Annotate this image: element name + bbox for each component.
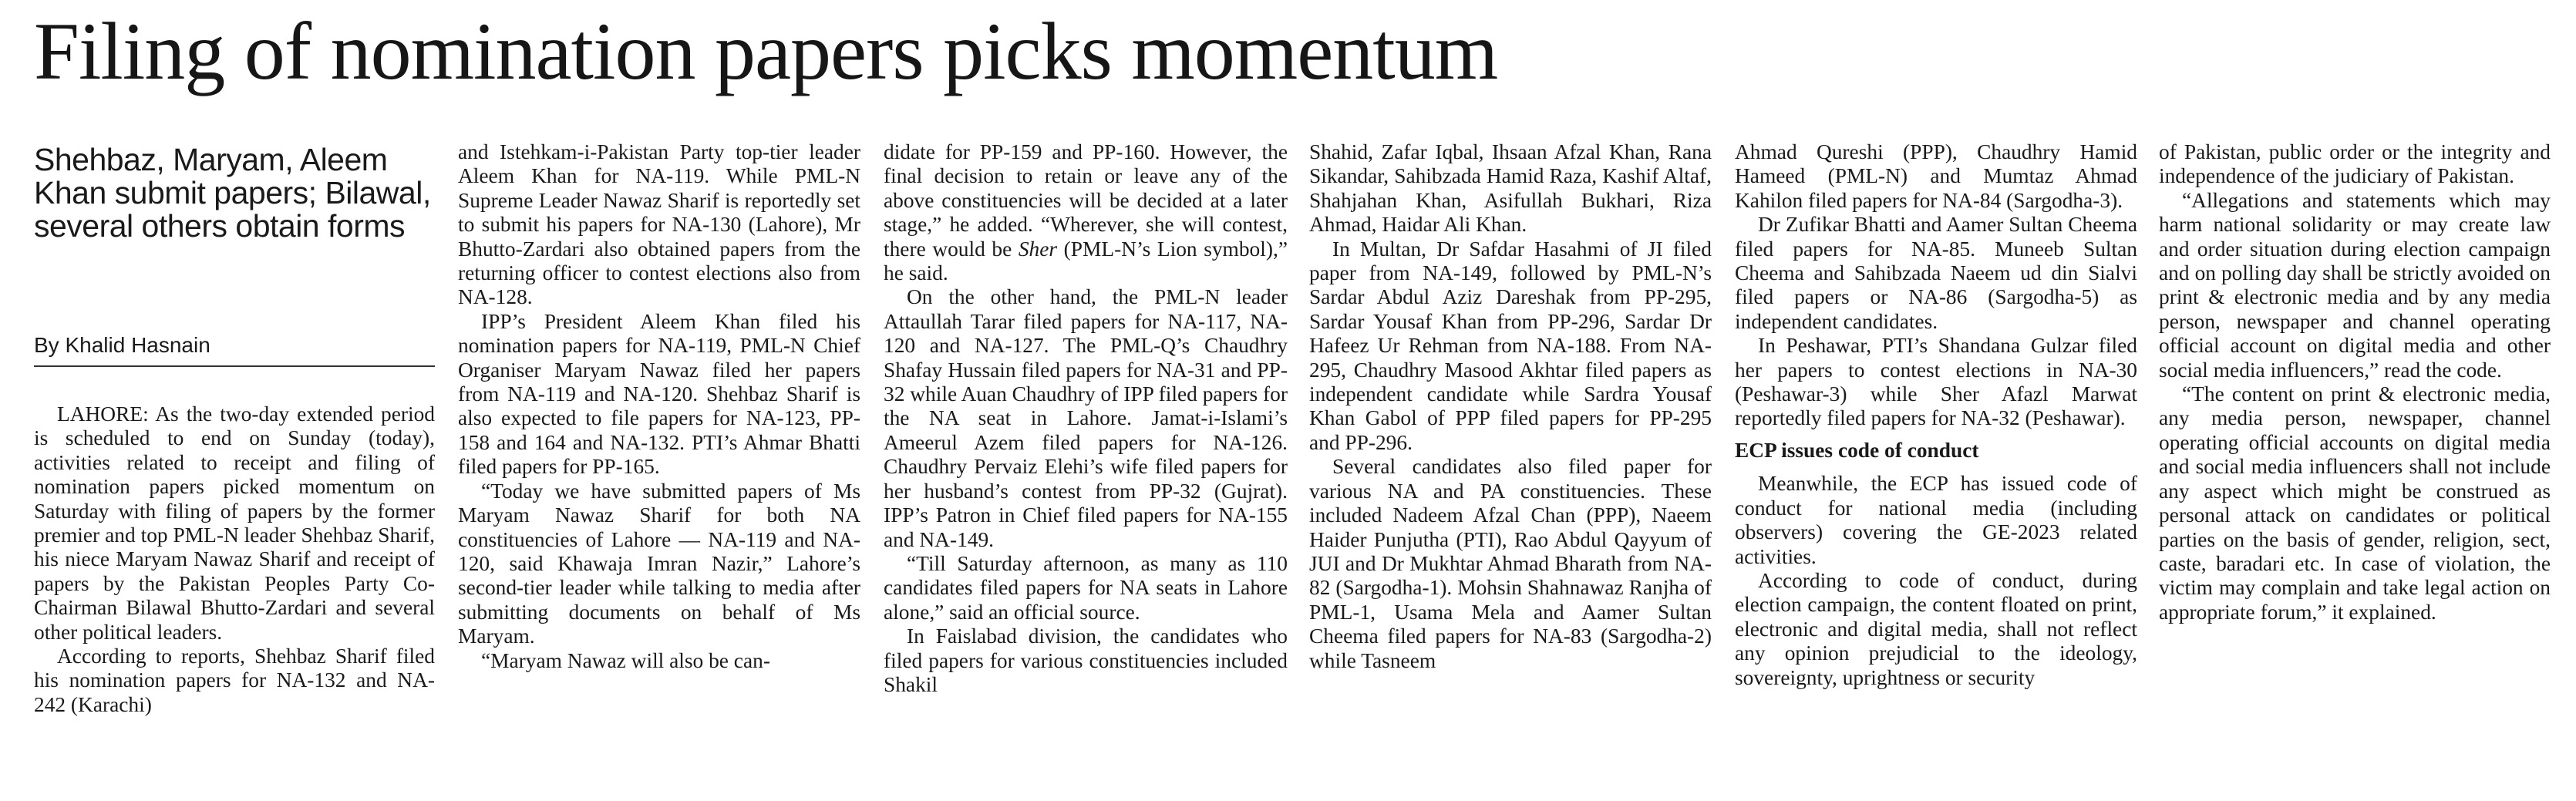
paragraph: “Till Saturday afternoon, as many as 110 candidates filed papers for NA seats in Lahore alone,” said an official source. [884, 551, 1288, 624]
section-subhead: ECP issues code of conduct [1735, 438, 1979, 462]
paragraph [884, 140, 1288, 285]
paragraph: of Pakistan, public order or the integrity and independence of the judiciary of Pakistan. [2159, 140, 2551, 188]
paragraph: In Multan, Dr Safdar Hasahmi of JI filed paper from NA-149, followed by PML-N’s Sardar Abdul Aziz Dareshak from PP-295, Sardar Yousaf Khan from PP-296, Sardar Dr Hafeez Ur Rehman from NA-188. From NA-295, Chaudhry Masood Akhtar filed papers as independent candidate while Sardra Yousaf Khan Gabol of PPP filed papers for PP-295 and PP-296. [1309, 237, 1712, 454]
paragraph: “Today we have submitted papers of Ms Maryam Nawaz Sharif for both NA constituencies of Lahore — NA-119 and NA-120, said Khawaja Imran Nazir,” Lahore’s second-tier leader while talking to media after submitting documents on behalf of Ms Maryam. [458, 479, 860, 648]
italic-word: Sher [1018, 237, 1058, 261]
column-3 [884, 140, 1288, 796]
column-4 [1309, 140, 1712, 796]
paragraph: On the other hand, the PML-N leader Attaullah Tarar filed papers for NA-117, NA-120 and NA-127. The PML-Q’s Chaudhry Shafay Hussain filed papers for NA-31 and PP-32 while Auan Chaudhry of IPP filed papers for the NA seat in Lahore. Jamat-i-Islami’s Ameerul Azem filed papers for NA-126. Chaudhry Pervaiz Elehi’s wife filed papers for her husband’s contest from PP-32 (Gujrat). IPP’s Patron in Chief filed papers for NA-155 and NA-149. [884, 285, 1288, 551]
paragraph: “Allegations and statements which may harm national solidarity or may create law and order situation during election campaign and on polling day shall be strictly avoided on print & electronic media and by any media person, newspaper and channel operating official account on digital media and other social media influencers,” read the code. [2159, 188, 2551, 382]
paragraph: According to code of conduct, during election campaign, the content floated on print, electronic and digital media, shall not reflect any opinion prejudicial to the ideology, sovereignty, uprightness or security [1735, 568, 2137, 689]
text-run: didate for PP-159 and PP-160. However, the final decision to retain or leave any of the above constituencies will be decided at a later stage,” he added. “Wherever, she will contest, there would be [884, 140, 1288, 261]
column-5 [1735, 140, 2137, 796]
text-run: (PML-N’s Lion symbol),” he said. [884, 237, 1288, 285]
column-2 [458, 140, 860, 796]
paragraph: Dr Zufikar Bhatti and Aamer Sultan Cheema filed papers for NA-85. Muneeb Sultan Cheema and Sahibzada Naeem ud din Sialvi filed papers or NA-86 (Sargodha-5) as independent candidates. [1735, 213, 2137, 333]
column-6 [2159, 140, 2551, 796]
paragraph: Several candidates also filed paper for various NA and PA constituencies. These included Nadeem Afzal Chan (PPP), Naeem Haider Punjutha (PTI), Rao Abdul Qayyum of JUI and Dr Mukhtar Ahmad Bharath from NA-82 (Sargodha-1). Mohsin Shahnawaz Ranjha of PML-1, Usama Mela and Aamer Sultan Cheema filed papers for NA-83 (Sargodha-2) while Tasneem [1309, 455, 1712, 672]
paragraph: Ahmad Qureshi (PPP), Chaudhry Hamid Hameed (PML-N) and Mumtaz Ahmad Kahilon filed papers for NA-84 (Sargodha-3). [1735, 140, 2137, 212]
paragraph: Meanwhile, the ECP has issued code of conduct for national media (including observers) covering the GE-2023 related activities. [1735, 472, 2137, 568]
deck-subheadline: Shehbaz, Maryam, Aleem Khan submit papers; Bilawal, several others obtain forms [34, 142, 431, 244]
paragraph: According to reports, Shehbaz Sharif filed his nomination papers for NA-132 and NA-242 (Karachi) [34, 645, 435, 716]
paragraph: LAHORE: As the two-day extended period is scheduled to end on Sunday (today), activities related to receipt and filing of nomination papers picked momentum on Saturday with filing of papers by the former premier and top PML-N leader Shehbaz Sharif, his niece Maryam Nawaz Sharif and receipt of papers by the Pakistan Peoples Party Co-Chairman Bilawal Bhutto-Zardari and several other political leaders. [34, 402, 435, 644]
headline: Filing of nomination papers picks momentum [34, 6, 1498, 96]
byline-divider [34, 365, 435, 367]
paragraph: IPP’s President Aleem Khan filed his nomination papers for NA-119, PML-N Chief Organiser Maryam Nawaz filed her papers from NA-119 and NA-120. Shehbaz Sharif is also expected to file papers for NA-123, PP-158 and 164 and NA-132. PTI’s Ahmar Bhatti filed papers for PP-165. [458, 309, 860, 479]
paragraph: In Peshawar, PTI’s Shandana Gulzar filed her papers to contest elections in NA-30 (Peshawar-3) while Sher Afazl Marwat reportedly filed papers for NA-32 (Peshawar). [1735, 334, 2137, 430]
paragraph: “Maryam Nawaz will also be can- [481, 648, 770, 672]
byline: By Khalid Hasnain [34, 333, 210, 357]
column-1 [34, 402, 435, 796]
paragraph: In Faislabad division, the candidates who filed papers for various constituencies included Shakil [884, 624, 1288, 696]
paragraph: and Istehkam-i-Pakistan Party top-tier leader Aleem Khan for NA-119. While PML-N Supreme Leader Nawaz Sharif is reportedly set to submit his papers for NA-130 (Lahore), Mr Bhutto-Zardari also obtained papers from the returning officer to contest elections also from NA-128. [458, 140, 860, 309]
paragraph: Shahid, Zafar Iqbal, Ihsaan Afzal Khan, Rana Sikandar, Sahibzada Hamid Raza, Kashif Altaf, Shahjahan Khan, Asifullah Bukhari, Riza Ahmad, Haidar Ali Khan. [1309, 140, 1712, 237]
paragraph: “The content on print & electronic media, any media person, newspaper, channel operating official accounts on digital media and social media influencers shall not include any aspect which might be construed as personal attack on candidates or political parties on the basis of gender, religion, sect, caste, baradari etc. In case of violation, the victim may complain and take legal action on appropriate forum,” it explained. [2159, 382, 2551, 624]
